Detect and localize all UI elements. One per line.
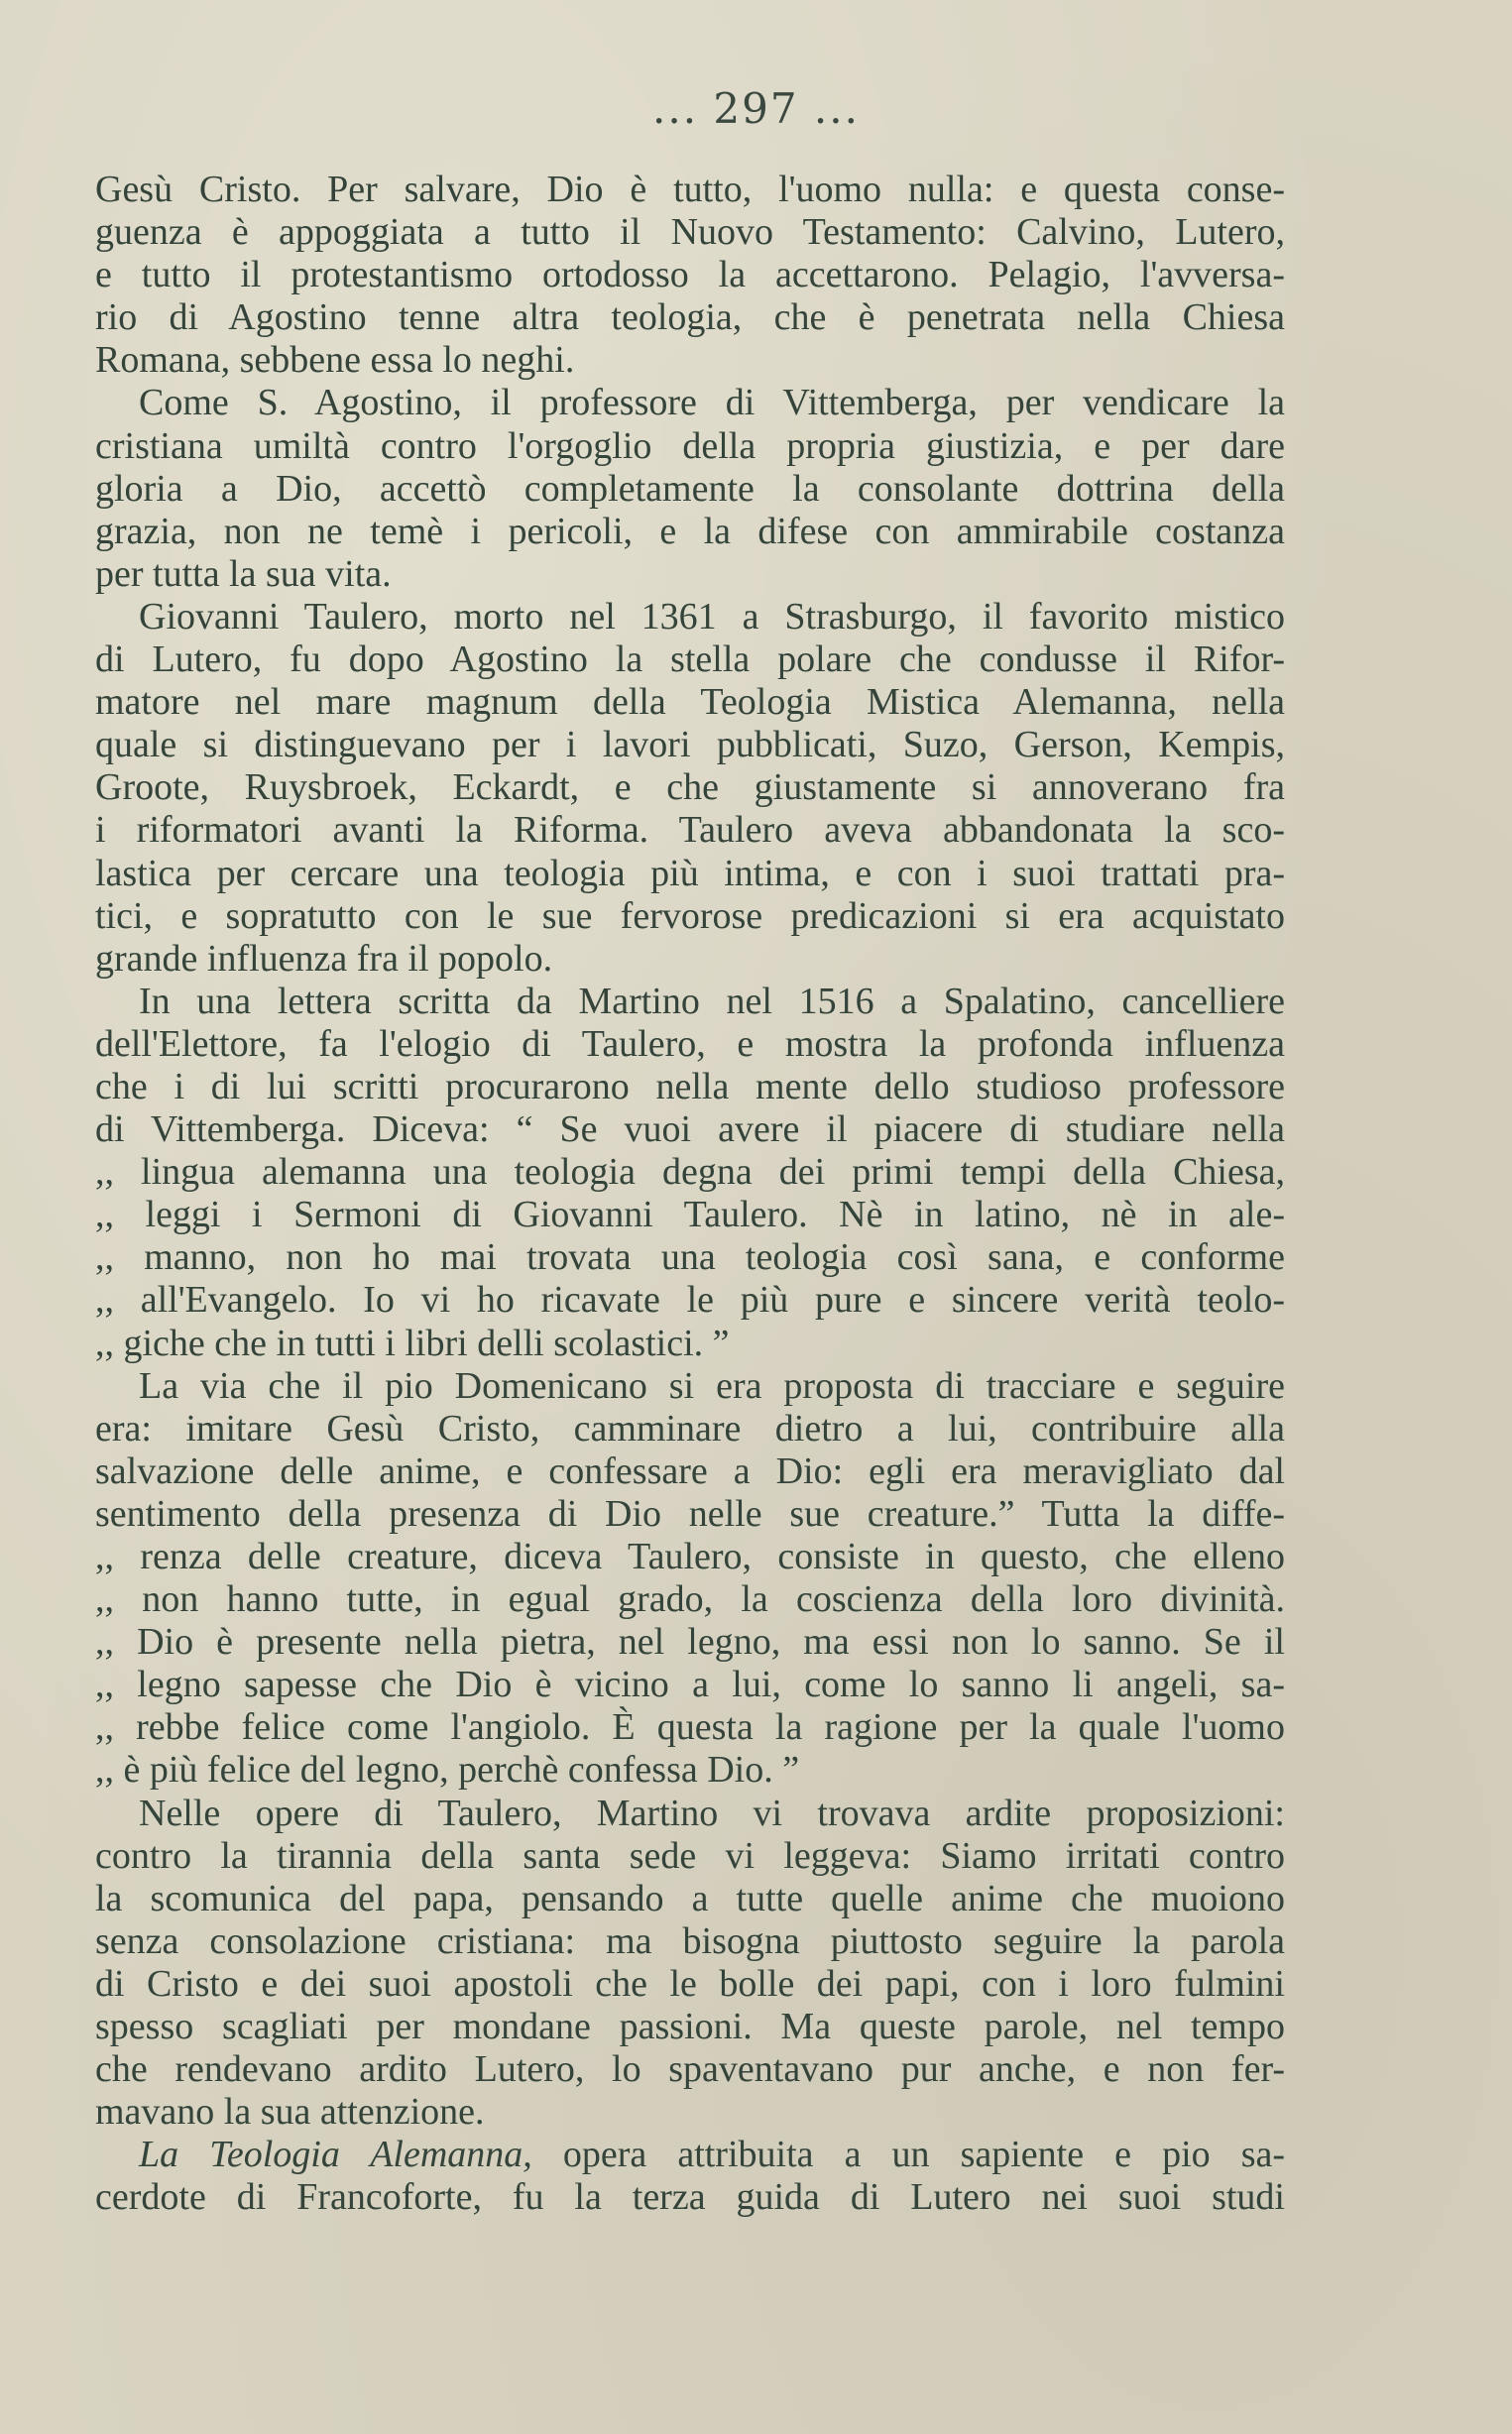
quote-line: ,, all'Evangelo. Io vi ho ricavate le più pure e sincere verità teolo- (95, 1279, 1285, 1322)
text-fragment: opera attribuita a un sapiente e pio sa- (562, 2134, 1285, 2176)
text-line: la scomunica del papa, pensando a tutte quelle anime che muoiono (95, 1877, 1285, 1919)
text-line: sentimento della presenza di Dio nelle sue creature.” Tutta la diffe- (95, 1492, 1285, 1535)
text-line: Giovanni Taulero, morto nel 1361 a Strasburgo, il favorito mistico (139, 595, 1285, 637)
quote-line: ,, giche che in tutti i libri delli scolastici. ” (95, 1322, 730, 1364)
text-line: contro la tirannia della santa sede vi leggeva: Siamo irritati contro (95, 1834, 1285, 1877)
page-number: ... 297 ... (652, 84, 860, 133)
quote-line: ,, è più felice del legno, perchè confessa Dio. ” (95, 1749, 800, 1792)
text-line: era: imitare Gesù Cristo, camminare dietro a lui, contribuire alla (95, 1407, 1285, 1449)
text-line: di Vittemberga. Diceva: “ Se vuoi avere il piacere di studiare nella (95, 1108, 1285, 1151)
text-line: Gesù Cristo. Per salvare, Dio è tutto, l'uomo nulla: e questa conse- (95, 169, 1285, 210)
text-line: che i di lui scritti procurarono nella mente dello studioso professore (95, 1065, 1285, 1107)
quote-line: ,, manno, non ho mai trovata una teologia così sana, e conforme (95, 1236, 1285, 1279)
text-line: rio di Agostino tenne altra teologia, che è penetrata nella Chiesa (95, 296, 1285, 339)
text-line: Groote, Ruysbroek, Eckardt, e che giustamente si annoverano fra (95, 766, 1285, 809)
text-line: In una lettera scritta da Martino nel 1516 a Spalatino, cancelliere (139, 980, 1285, 1022)
quote-line: ,, renza delle creature, diceva Taulero, consiste in questo, che elleno (95, 1536, 1285, 1577)
text-line: Romana, sebbene essa lo neghi. (95, 339, 575, 382)
text-line: quale si distinguevano per i lavori pubblicati, Suzo, Gerson, Kempis, (95, 724, 1285, 766)
quote-line: ,, non hanno tutte, in egual grado, la coscienza della loro divinità. (95, 1578, 1285, 1621)
text-line: di Lutero, fu dopo Agostino la stella polare che condusse il Rifor- (95, 638, 1285, 681)
text-line (95, 2134, 1285, 2176)
text-line: tici, e sopratutto con le sue fervorose predicazioni si era acquistato (95, 894, 1285, 937)
text-line: che rendevano ardito Lutero, lo spaventavano pur anche, e non fer- (95, 2048, 1285, 2091)
text-line: grazia, non ne temè i pericoli, e la difese con ammirabile costanza (95, 510, 1285, 552)
book-title-italic: La Teologia Alemanna, (139, 2134, 532, 2176)
body-text (95, 169, 1285, 2220)
text-line: guenza è appoggiata a tutto il Nuovo Testamento: Calvino, Lutero, (95, 211, 1285, 254)
text-line: lastica per cercare una teologia più intima, e con i suoi trattati pra- (95, 852, 1285, 894)
text-line: mavano la sua attenzione. (95, 2091, 485, 2134)
text-line: Nelle opere di Taulero, Martino vi trovava ardite proposizioni: (139, 1792, 1285, 1834)
text-line: grande influenza fra il popolo. (95, 937, 553, 980)
text-line: dell'Elettore, fa l'elogio di Taulero, e mostra la profonda influenza (95, 1022, 1285, 1065)
text-line: matore nel mare magnum della Teologia Mistica Alemanna, nella (95, 681, 1285, 724)
quote-line: ,, Dio è presente nella pietra, nel legno, ma essi non lo sanno. Se il (95, 1621, 1285, 1664)
text-line: spesso scagliati per mondane passioni. Ma queste parole, nel tempo (95, 2006, 1285, 2048)
text-line: Come S. Agostino, il professore di Vittemberga, per vendicare la (139, 382, 1285, 424)
text-line: senza consolazione cristiana: ma bisogna piuttosto seguire la parola (95, 1919, 1285, 1962)
text-line: i riformatori avanti la Riforma. Taulero aveva abbandonata la sco- (95, 809, 1285, 852)
text-line: di Cristo e dei suoi apostoli che le bolle dei papi, con i loro fulmini (95, 1962, 1285, 2005)
quote-line: ,, lingua alemanna una teologia degna dei primi tempi della Chiesa, (95, 1151, 1285, 1194)
text-line: cristiana umiltà contro l'orgoglio della propria giustizia, e per dare (95, 424, 1285, 467)
text-line: salvazione delle anime, e confessare a Dio: egli era meravigliato dal (95, 1449, 1285, 1492)
quote-line: ,, rebbe felice come l'angiolo. È questa la ragione per la quale l'uomo (95, 1706, 1285, 1749)
quote-line: ,, leggi i Sermoni di Giovanni Taulero. Nè in latino, nè in ale- (95, 1194, 1285, 1236)
text-line: La via che il pio Domenicano si era proposta di tracciare e seguire (139, 1364, 1285, 1407)
text-line: cerdote di Francoforte, fu la terza guida di Lutero nei suoi studi (95, 2176, 1285, 2219)
text-line: per tutta la sua vita. (95, 552, 392, 595)
quote-line: ,, legno sapesse che Dio è vicino a lui, come lo sanno li angeli, sa- (95, 1664, 1285, 1706)
text-line: e tutto il protestantismo ortodosso la accettarono. Pelagio, l'avversa- (95, 254, 1285, 296)
text-line: gloria a Dio, accettò completamente la consolante dottrina della (95, 467, 1285, 510)
